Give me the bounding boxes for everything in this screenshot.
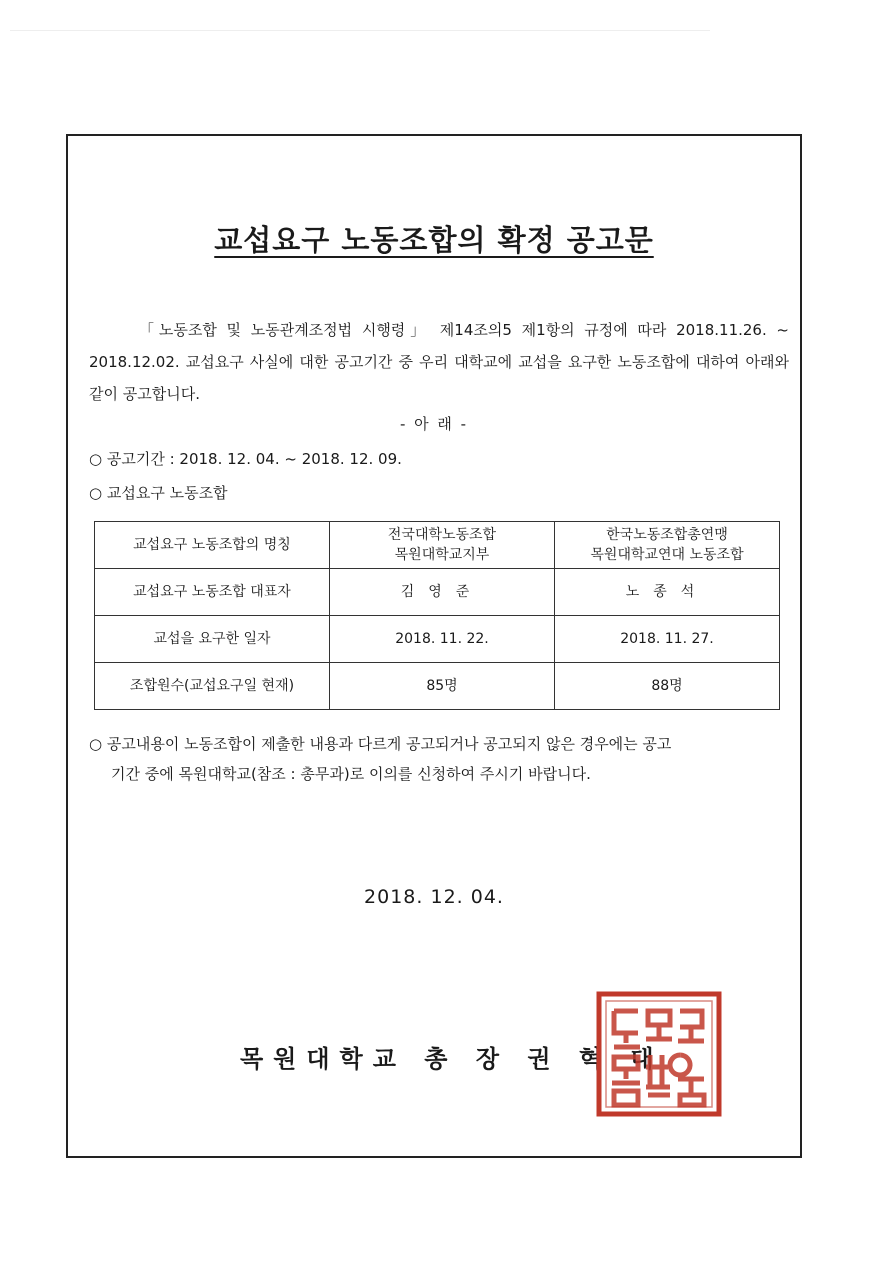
- table-cell: 2018. 11. 27.: [555, 616, 780, 663]
- cell-line: 한국노동조합총연맹: [606, 527, 728, 543]
- table-row: [95, 616, 780, 663]
- section-divider-arae: - 아 래 -: [399, 415, 469, 433]
- intro-paragraph: 「노동조합 및 노동관계조정법 시행령」 제14조의5 제1항의 규정에 따라 2018.11.26. ~ 2018.12.02. 교섭요구 사실에 대한 공고기간 중 우리 대학교에 교섭을 요구한 노동조합에 대하여 아래와 같이 공고합니다.: [89, 321, 789, 403]
- row-label: 교섭요구 노동조합의 명칭: [95, 522, 330, 569]
- row-label: 교섭을 요구한 일자: [95, 616, 330, 663]
- table-row: [95, 663, 780, 710]
- table-cell: 김영준: [330, 569, 555, 616]
- table-cell: 85명: [330, 663, 555, 710]
- table-cell: [330, 522, 555, 569]
- signer-name: 목원대학교 총 장 권 혁 대: [240, 1045, 664, 1073]
- cell-line: 목원대학교연대 노동조합: [590, 547, 744, 563]
- table-row: [95, 522, 780, 569]
- scan-artifact-line: [10, 30, 710, 31]
- cell-line: 목원대학교지부: [394, 547, 490, 563]
- official-seal-icon: [596, 991, 722, 1117]
- table-cell: 88명: [555, 663, 780, 710]
- unions-table: [94, 521, 780, 710]
- unions-heading: ○ 교섭요구 노동조합: [89, 484, 228, 502]
- note-line: 기간 중에 목원대학교(참조 : 총무과)로 이의를 신청하여 주시기 바랍니다.: [111, 765, 591, 783]
- table-cell: 2018. 11. 22.: [330, 616, 555, 663]
- document-title: 교섭요구 노동조합의 확정 공고문: [214, 223, 654, 257]
- table-cell: [555, 522, 780, 569]
- table-cell: 노종석: [555, 569, 780, 616]
- document-date: 2018. 12. 04.: [364, 886, 504, 908]
- cell-line: 전국대학노동조합: [387, 527, 497, 543]
- notice-period-line: ○ 공고기간 : 2018. 12. 04. ~ 2018. 12. 09.: [89, 450, 402, 468]
- row-label: 교섭요구 노동조합 대표자: [95, 569, 330, 616]
- table-row: [95, 569, 780, 616]
- objection-note: [89, 729, 789, 789]
- note-line: ○ 공고내용이 노동조합이 제출한 내용과 다르게 공고되거나 공고되지 않은 경우에는 공고: [89, 735, 672, 753]
- row-label: 조합원수(교섭요구일 현재): [95, 663, 330, 710]
